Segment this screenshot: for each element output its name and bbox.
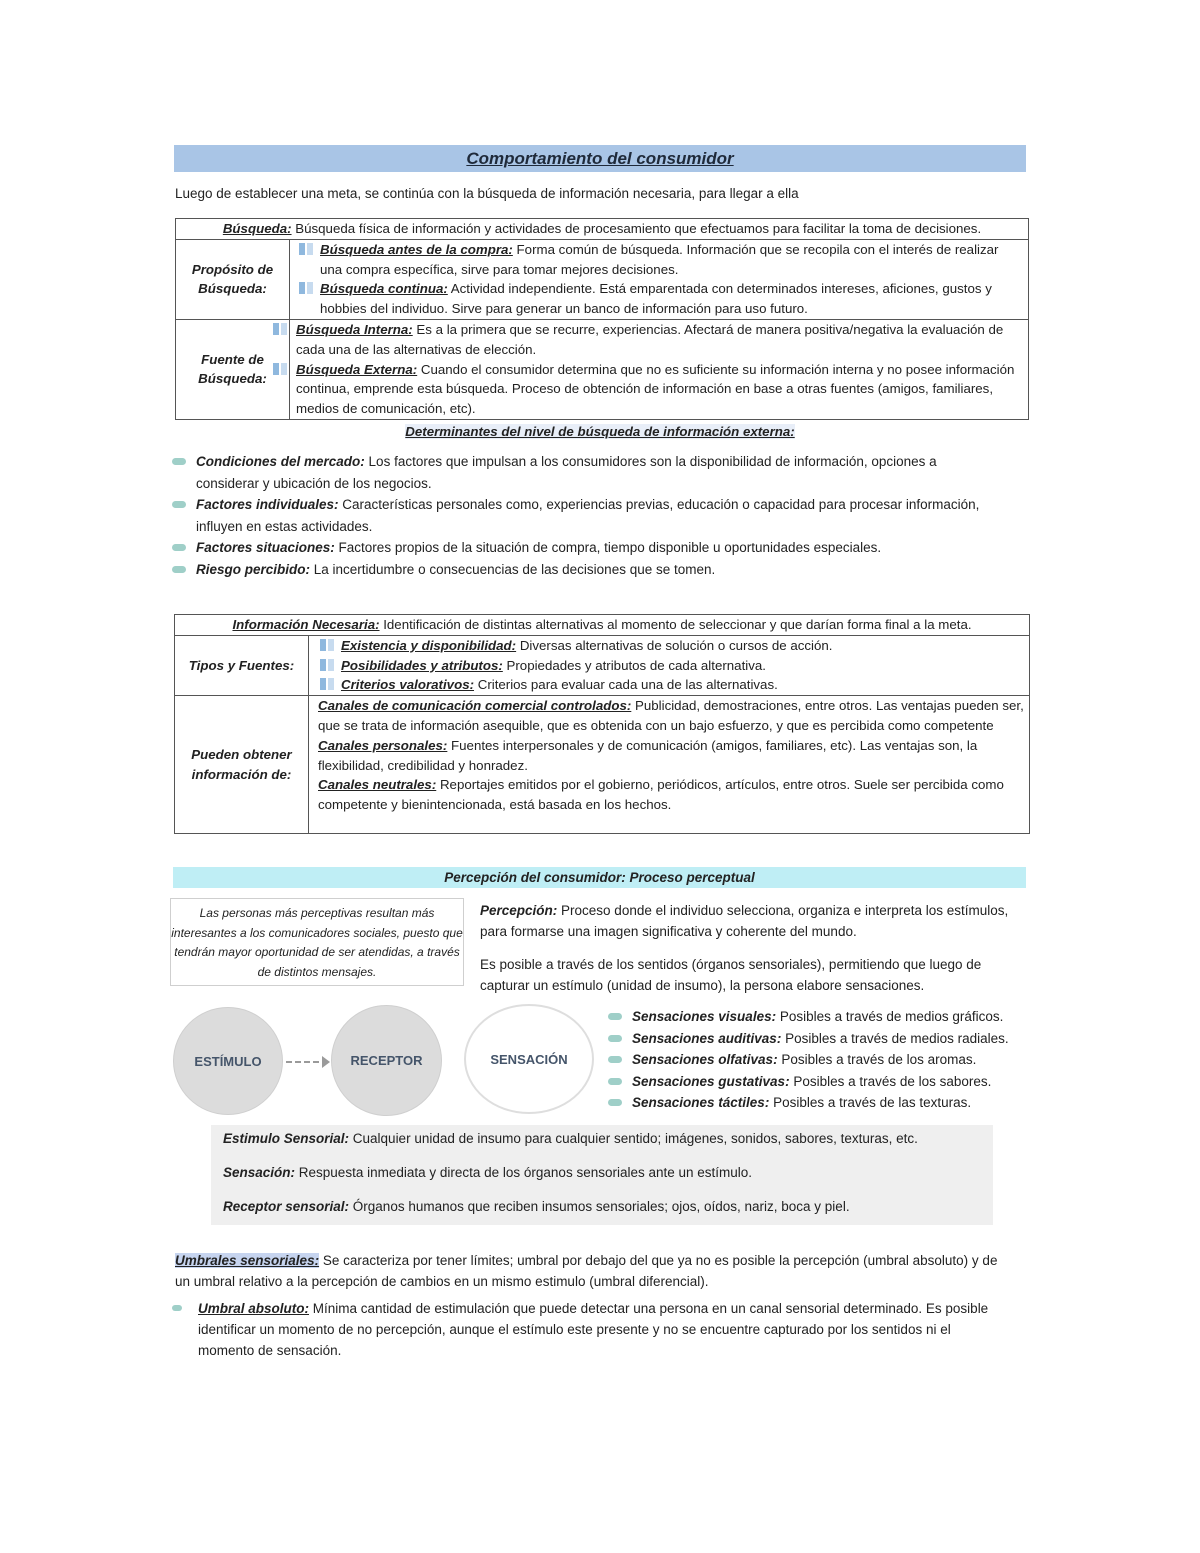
percepcion-paragraph: Es posible a través de los sentidos (órganos sensoriales), permitiendo que luego de capturar un estímulo (unidad de insumo), la persona elabore sensaciones. [480, 957, 982, 993]
bookmark-icon [272, 323, 290, 335]
fuente-label: Fuente de Búsqueda: [176, 319, 290, 419]
bullet-icon [608, 1056, 622, 1063]
list-item: Sensaciones olfativas: Posibles a través de los aromas. [608, 1049, 1038, 1071]
list-item: Canales personales: Fuentes interpersonales y de comunicación (amigos, familiares, etc). Las ventajas son, la flexibilidad, credibilidad y honradez. [318, 737, 978, 773]
obtener-label: Pueden obtener información de: [175, 696, 309, 834]
receptor-circle: RECEPTOR [331, 1005, 442, 1116]
bullet-icon [608, 1099, 622, 1106]
definitions-box [211, 1125, 993, 1225]
intro-text: Luego de establecer una meta, se continúa con la búsqueda de información necesaria, para llegar a ella [175, 186, 799, 201]
list-item: Búsqueda Interna: Es a la primera que se recurre, experiencias. Afectará de manera positiva/negativa la evaluación de cada una de las alternativas de elección. [296, 320, 1024, 360]
bullet-icon [172, 458, 186, 465]
info-header: Información Necesaria: Identificación de distintas alternativas al momento de seleccionar y que darían forma final a la meta. [175, 615, 1030, 636]
definition-item: Sensación: Respuesta inmediata y directa de los órganos sensoriales ante un estímulo. [223, 1165, 753, 1180]
obtener-cell [309, 696, 1030, 834]
list-item: Factores situaciones: Factores propios de la situación de compra, tiempo disponible u oportunidades especiales. [172, 537, 1002, 559]
arrow-head-icon [322, 1056, 330, 1068]
bullet-icon [608, 1013, 622, 1020]
bookmark-icon [319, 678, 337, 690]
sensacion-circle: SENSACIÓN [464, 1004, 594, 1114]
list-item: Sensaciones auditivas: Posibles a través de medios radiales. [608, 1028, 1038, 1050]
bookmark-icon [272, 363, 290, 375]
umbral-absoluto-item: Umbral absoluto: Mínima cantidad de estimulación que puede detectar una persona en un canal sensorial determinado. Es posible identificar un momento de no percepción, aunque el estímulo este presente y no se encuentre capturado por los sentidos ni el momento de sensación. [172, 1298, 1004, 1361]
bookmark-icon [319, 639, 337, 651]
busqueda-table [175, 218, 1029, 420]
determinantes-title: Determinantes del nivel de búsqueda de información externa: [405, 424, 795, 439]
tipos-cell [309, 635, 1030, 695]
definition-item: Estimulo Sensorial: Cualquier unidad de insumo para cualquier sentido; imágenes, sonidos, sabores, texturas, etc. [223, 1131, 918, 1146]
list-item: Búsqueda Externa: Cuando el consumidor determina que no es suficiente su información interna y no posee información continua, emprende esta búsqueda. Proceso de obtención de información en base a otras fuentes (amigos, familiares, medios de comunicación, etc). [296, 360, 1024, 419]
info-table [174, 614, 1030, 834]
busqueda-header: Búsqueda: Búsqueda física de información y actividades de procesamiento que efectuamos para facilitar la toma de decisiones. [176, 219, 1029, 240]
list-item: Búsqueda continua: Actividad independiente. Está emparentada con determinados intereses, aficiones, gustos y hobbies del individuo. Sirve para generar un banco de información para uso futuro. [294, 279, 1024, 319]
bullet-icon [172, 544, 186, 551]
list-item: Factores individuales: Características personales como, experiencias previas, educación o capacidad para procesar información, influyen en estas actividades. [172, 494, 1002, 537]
fuente-cell [290, 319, 1029, 419]
bookmark-icon [298, 243, 316, 255]
bullet-icon [608, 1078, 622, 1085]
sensaciones-list [608, 1006, 1038, 1114]
percepcion-title: Percepción del consumidor: Proceso perceptual [173, 867, 1026, 888]
list-item: Sensaciones gustativas: Posibles a través de los sabores. [608, 1071, 1038, 1093]
list-item: Sensaciones táctiles: Posibles a través de las texturas. [608, 1092, 1038, 1114]
list-item: Posibilidades y atributos: Propiedades y atributos de cada alternativa. [319, 656, 1025, 676]
list-item: Canales neutrales: Reportajes emitidos por el gobierno, periódicos, artículos, entre otros. Suele ser percibida como competente y bienintencionada, está basada en los hechos. [318, 777, 1004, 813]
page-title: Comportamiento del consumidor [174, 145, 1026, 172]
list-item: Condiciones del mercado: Los factores que impulsan a los consumidores son la disponibilidad de información, opciones a considerar y ubicación de los negocios. [172, 451, 1002, 494]
list-item: Sensaciones visuales: Posibles a través de medios gráficos. [608, 1006, 1038, 1028]
list-item: Riesgo percibido: La incertidumbre o consecuencias de las decisiones que se tomen. [172, 559, 1002, 581]
determinantes-list [172, 451, 1002, 580]
bookmark-icon [298, 282, 316, 294]
umbrales-paragraph: Umbrales sensoriales: Se caracteriza por tener límites; umbral por debajo del que ya no es posible la percepción (umbral absoluto) y de un umbral relativo a la percepción de cambios en un mismo estimulo (umbral diferencial). [175, 1253, 998, 1289]
list-item: Canales de comunicación comercial controlados: Publicidad, demostraciones, entre otros. Las ventajas pueden ser, que se trata de información asequible, que es obtenida con un bajo esfuerzo, y que es percibida como competente [318, 698, 1024, 733]
bullet-icon [172, 1305, 182, 1311]
proposito-label: Propósito de Búsqueda: [176, 239, 290, 319]
estimulo-circle: ESTÍMULO [173, 1007, 283, 1115]
list-item: Criterios valorativos: Criterios para evaluar cada una de las alternativas. [319, 675, 1025, 695]
list-item: Búsqueda antes de la compra: Forma común de búsqueda. Información que se recopila con el interés de realizar una compra específica, sirve para tomar mejores decisiones. [294, 240, 1024, 280]
quote-box: Las personas más perceptivas resultan más interesantes a los comunicadores sociales, puesto que tendrán mayor oportunidad de ser atendidas, a través de distintos mensajes. [170, 898, 464, 986]
bookmark-icon [319, 659, 337, 671]
tipos-label: Tipos y Fuentes: [175, 635, 309, 695]
list-item: Existencia y disponibilidad: Diversas alternativas de solución o cursos de acción. [319, 636, 1025, 656]
percepcion-definition: Percepción: Proceso donde el individuo selecciona, organiza e interpreta los estímulos, para formarse una imagen significativa y coherente del mundo. [480, 903, 1009, 939]
bullet-icon [172, 501, 186, 508]
definition-item: Receptor sensorial: Órganos humanos que reciben insumos sensoriales; ojos, oídos, nariz, boca y piel. [223, 1199, 850, 1214]
proposito-cell [290, 239, 1029, 319]
bullet-icon [172, 566, 186, 573]
bullet-icon [608, 1035, 622, 1042]
